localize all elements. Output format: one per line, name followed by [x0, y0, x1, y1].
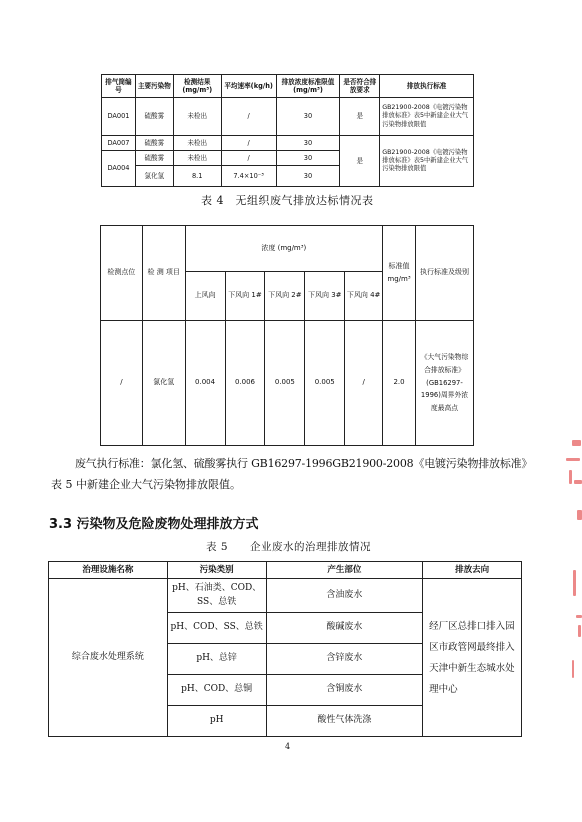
- header-destination: 排放去向: [423, 562, 522, 579]
- paragraph-line-2: 表 5 中新建企业大气污染物排放限值。: [51, 478, 241, 491]
- header-standard: 执行标准及级别: [416, 226, 474, 321]
- header-pollutant: 主要污染物: [135, 75, 173, 98]
- cell-rate: 7.4×10⁻³: [221, 166, 276, 187]
- cell-limit: 30: [276, 98, 340, 136]
- cell-downwind-2: 0.005: [265, 321, 305, 446]
- cell-result: 未检出: [173, 151, 221, 166]
- cell-stack-id: DA001: [102, 98, 136, 136]
- header-concentration: 浓度 (mg/m³): [185, 226, 382, 272]
- cell-downwind-4: /: [345, 321, 383, 446]
- table-row: [49, 579, 522, 613]
- cell-category: pH、COD、总铜: [167, 675, 266, 706]
- section-heading: 3.3 污染物及危险废物处理排放方式: [49, 517, 259, 532]
- header-source: 产生部位: [266, 562, 423, 579]
- table-header-row: [101, 226, 474, 272]
- header-downwind-3: 下风向 3#: [305, 272, 345, 321]
- header-upwind: 上风向: [185, 272, 225, 321]
- cell-result: 8.1: [173, 166, 221, 187]
- cell-result: 未检出: [173, 98, 221, 136]
- cell-source: 酸碱废水: [266, 613, 423, 644]
- wastewater-table: [48, 561, 522, 737]
- cell-category: pH: [167, 706, 266, 737]
- header-compliant: 是否符合排放要求: [340, 75, 380, 98]
- cell-stack-id: DA004: [102, 151, 136, 187]
- header-item: 检 测 项目: [142, 226, 185, 321]
- cell-compliant: 是: [340, 136, 380, 187]
- table-header-row: [49, 562, 522, 579]
- cell-source: 酸性气体洗涤: [266, 706, 423, 737]
- header-limit: 排放浓度标准限值(mg/m³): [276, 75, 340, 98]
- cell-destination: 经厂区总排口排入园区市政管网最终排入天津中新生态城水处理中心: [423, 579, 522, 737]
- header-point: 检测点位: [101, 226, 143, 321]
- header-limit: 标准值 mg/m³: [383, 226, 416, 321]
- header-stack-id: 排气筒编号: [102, 75, 136, 98]
- cell-point: /: [101, 321, 143, 446]
- cell-pollutant: 氯化氢: [135, 166, 173, 187]
- cell-rate: /: [221, 136, 276, 151]
- cell-category: pH、石油类、COD、SS、总铁: [167, 579, 266, 613]
- fugitive-emission-table: [100, 225, 474, 446]
- header-standard: 排放执行标准: [380, 75, 474, 98]
- cell-limit: 30: [276, 166, 340, 187]
- cell-rate: /: [221, 151, 276, 166]
- cell-limit: 30: [276, 151, 340, 166]
- cell-facility: 综合废水处理系统: [49, 579, 168, 737]
- header-facility: 治理设施名称: [49, 562, 168, 579]
- cell-downwind-3: 0.005: [305, 321, 345, 446]
- header-rate: 平均速率(kg/h): [221, 75, 276, 98]
- cell-source: 含油废水: [266, 579, 423, 613]
- cell-source: 含铜废水: [266, 675, 423, 706]
- table-row: [102, 136, 474, 151]
- page-number: 4: [285, 742, 291, 751]
- cell-source: 含锌废水: [266, 644, 423, 675]
- header-result: 检测结果(mg/m³): [173, 75, 221, 98]
- cell-result: 未检出: [173, 136, 221, 151]
- cell-stack-id: DA007: [102, 136, 136, 151]
- table-header-row: [102, 75, 474, 98]
- exhaust-standard-paragraph: [51, 453, 531, 495]
- cell-limit: 30: [276, 136, 340, 151]
- table-row: [101, 321, 474, 446]
- header-downwind-1: 下风向 1#: [225, 272, 265, 321]
- table-row: [102, 98, 474, 136]
- seal-stamp-fragment: [542, 420, 582, 720]
- header-downwind-4: 下风向 4#: [345, 272, 383, 321]
- cell-upwind: 0.004: [185, 321, 225, 446]
- cell-standard: 《大气污染物综合排放标准》(GB16297-1996)周界外浓度最高点: [416, 321, 474, 446]
- cell-pollutant: 硫酸雾: [135, 151, 173, 166]
- cell-category: pH、COD、SS、总铁: [167, 613, 266, 644]
- header-category: 污染类别: [167, 562, 266, 579]
- cell-standard: GB21900-2008《电镀污染物排放标准》表5中新建企业大气污染物排放限值: [380, 136, 474, 187]
- header-downwind-2: 下风向 2#: [265, 272, 305, 321]
- paragraph-line-1: 废气执行标准：氯化氢、硫酸雾执行 GB16297-1996GB21900-2008《电镀污染物排放标准》: [75, 457, 533, 470]
- cell-category: pH、总锌: [167, 644, 266, 675]
- cell-rate: /: [221, 98, 276, 136]
- table-5-caption: 表 5 企业废水的治理排放情况: [206, 541, 372, 553]
- exhaust-emission-table: [101, 74, 474, 187]
- cell-pollutant: 硫酸雾: [135, 98, 173, 136]
- cell-compliant: 是: [340, 98, 380, 136]
- cell-downwind-1: 0.006: [225, 321, 265, 446]
- cell-standard: GB21900-2008《电镀污染物排放标准》表5中新建企业大气污染物排放限值: [380, 98, 474, 136]
- cell-pollutant: 硫酸雾: [135, 136, 173, 151]
- cell-limit: 2.0: [383, 321, 416, 446]
- table-4-caption: 表 4 无组织废气排放达标情况表: [201, 194, 374, 207]
- cell-item: 氯化氢: [142, 321, 185, 446]
